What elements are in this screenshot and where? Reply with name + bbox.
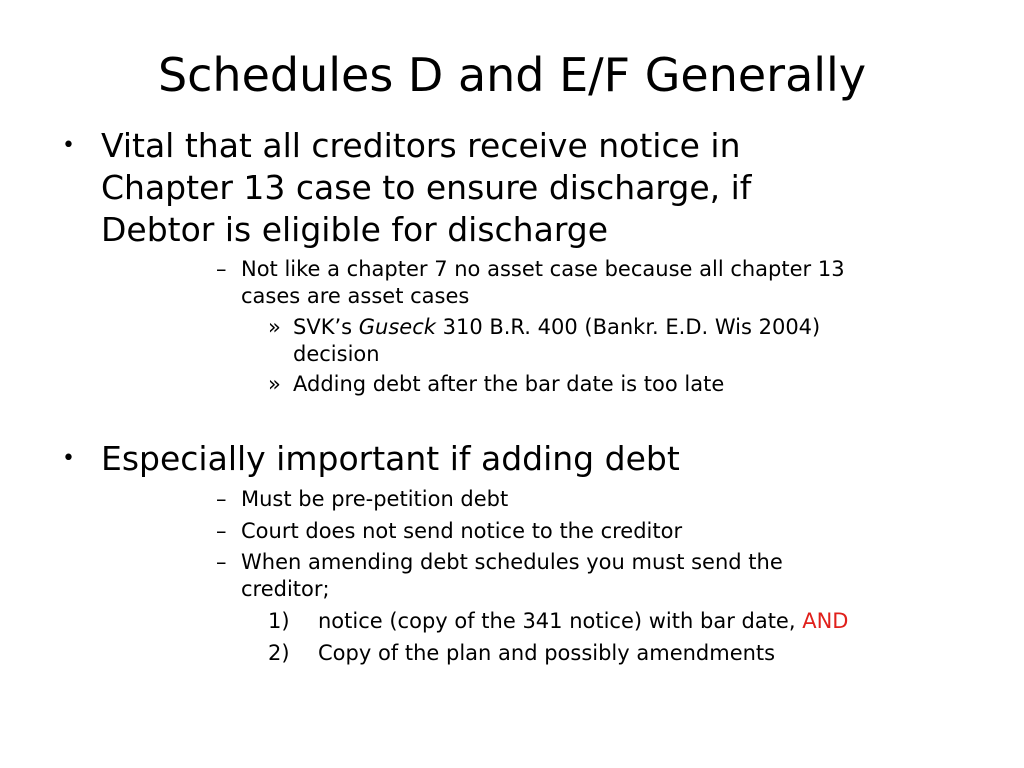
numbered-item-2-marker: 2) xyxy=(268,641,290,665)
bullet-2-sub-2-marker: – xyxy=(216,519,227,543)
numbered-item-1-body: notice (copy of the 341 notice) with bar date, xyxy=(318,609,803,633)
bullet-2-sub-2-text: Court does not send notice to the creditor xyxy=(241,519,683,543)
bullet-1-sub-1-line-2: cases are asset cases xyxy=(241,284,470,308)
case-citation-line-2: decision xyxy=(293,342,380,366)
bullet-1-subsub-2-marker: » xyxy=(268,372,281,396)
bullet-1-subsub-1-marker: » xyxy=(268,315,281,339)
bullet-1-subsub-2-text: Adding debt after the bar date is too late xyxy=(293,372,725,396)
bullet-1-subsub-1-text xyxy=(293,314,820,368)
bullet-1-sub-1-line-1: Not like a chapter 7 no asset case because all chapter 13 xyxy=(241,257,845,281)
bullet-1-line-1: Vital that all creditors receive notice in xyxy=(101,126,741,165)
numbered-item-1-marker: 1) xyxy=(268,609,290,633)
bullet-2-sub-1-marker: – xyxy=(216,487,227,511)
bullet-2-sub-3-line-2: creditor; xyxy=(241,577,330,601)
numbered-item-2-text: Copy of the plan and possibly amendments xyxy=(318,641,776,665)
bullet-1-line-3: Debtor is eligible for discharge xyxy=(101,210,609,249)
bullet-2-marker: • xyxy=(62,446,75,471)
bullet-2-sub-1-text: Must be pre-petition debt xyxy=(241,487,509,511)
bullet-2-sub-3-line-1: When amending debt schedules you must send the xyxy=(241,550,783,574)
bullet-2-text: Especially important if adding debt xyxy=(101,439,680,478)
numbered-item-1-text xyxy=(318,608,848,635)
bullet-2-sub-3-marker: – xyxy=(216,550,227,574)
case-citation-prefix: SVK’s xyxy=(293,315,359,339)
case-citation-line xyxy=(293,314,820,341)
bullet-1-marker: • xyxy=(62,133,75,158)
bullet-2-sub-3-text xyxy=(241,549,783,603)
case-citation-suffix: 310 B.R. 400 (Bankr. E.D. Wis 2004) xyxy=(435,315,821,339)
slide-title: Schedules D and E/F Generally xyxy=(157,48,867,102)
case-name: Guseck xyxy=(358,315,436,339)
bullet-1-sub-1-marker: – xyxy=(216,257,227,281)
bullet-1-sub-1-text xyxy=(241,256,845,310)
and-highlight: AND xyxy=(802,609,849,633)
bullet-1-text xyxy=(101,125,751,251)
bullet-1-line-2: Chapter 13 case to ensure discharge, if xyxy=(101,168,752,207)
